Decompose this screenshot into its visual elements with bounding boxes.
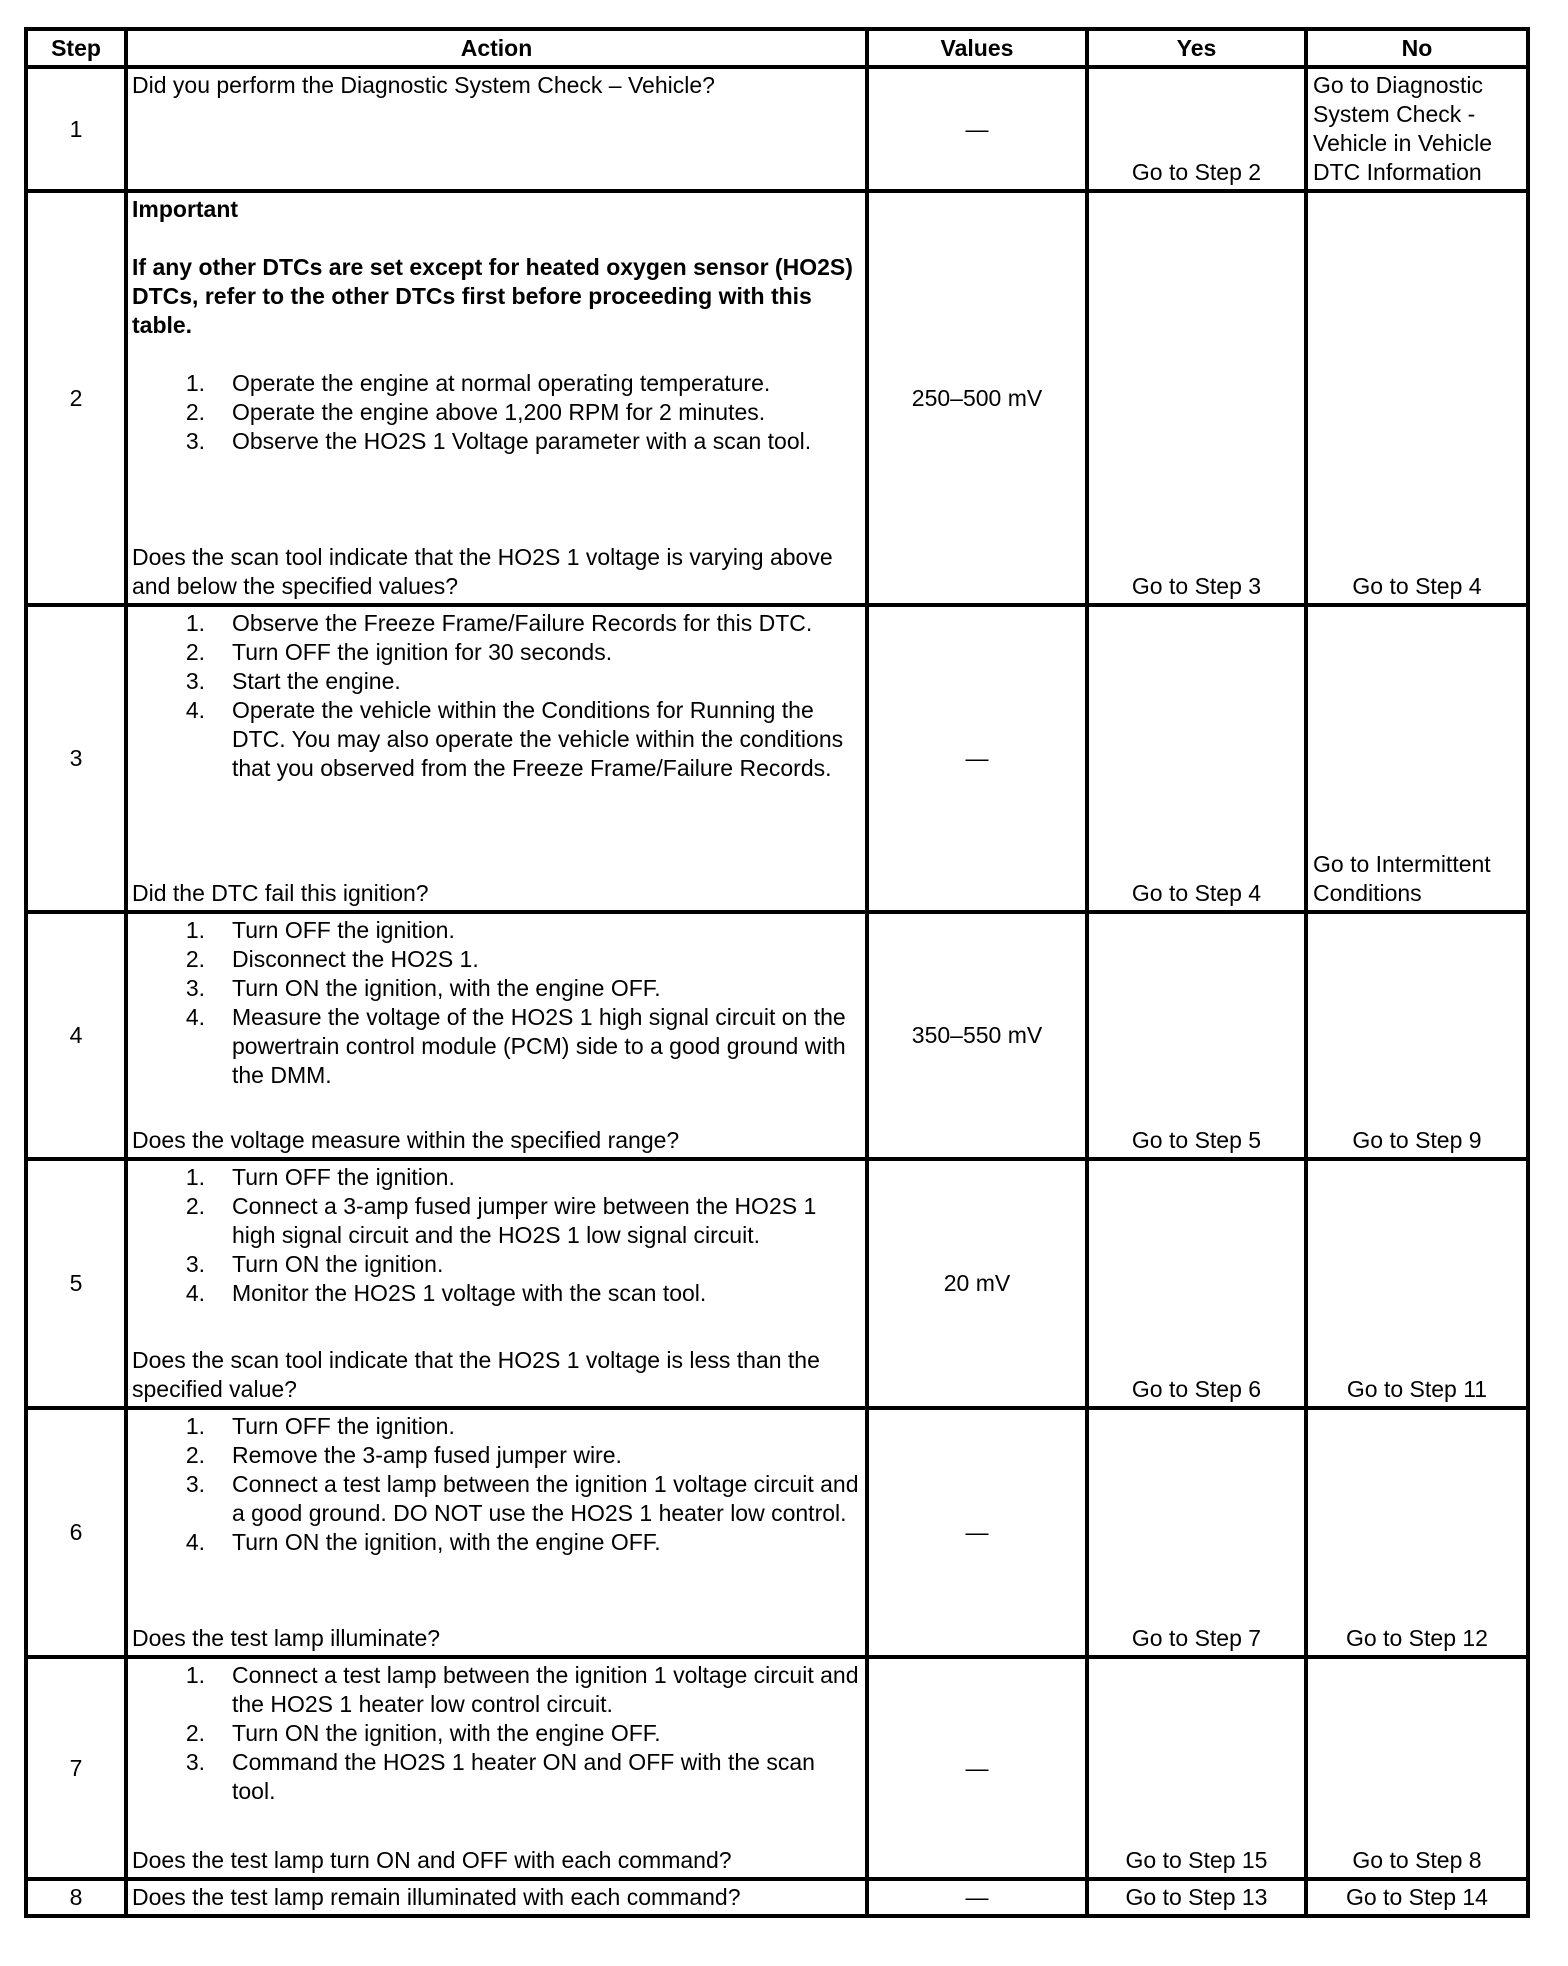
instruction-item: 2. Disconnect the HO2S 1. [185, 946, 479, 972]
header-step: Step [26, 29, 126, 67]
table-row [26, 1408, 1528, 1657]
no-link[interactable]: Go to Intermittent Conditions [1306, 605, 1528, 912]
no-link[interactable]: Go to Step 4 [1306, 191, 1528, 605]
action-cell [126, 1408, 867, 1657]
instruction-item: 2. Remove the 3-amp fused jumper wire. [185, 1442, 622, 1468]
step-number: 6 [26, 1408, 126, 1657]
header-yes: Yes [1087, 29, 1306, 67]
yes-link[interactable]: Go to Step 2 [1087, 67, 1306, 191]
question: Does the scan tool indicate that the HO2S 1 voltage is varying above and below the specified values? [132, 544, 833, 599]
question: Does the test lamp remain illuminated with each command? [132, 1884, 741, 1910]
instruction-item: 3. Command the HO2S 1 heater ON and OFF with the scan tool. [185, 1749, 815, 1804]
instruction-list [132, 1661, 861, 1806]
no-link[interactable]: Go to Step 9 [1306, 912, 1528, 1159]
action-cell [126, 67, 867, 191]
instruction-list [132, 609, 861, 783]
step-number: 1 [26, 67, 126, 191]
value-cell: — [867, 605, 1087, 912]
step-number: 4 [26, 912, 126, 1159]
instruction-item: 4. Measure the voltage of the HO2S 1 high signal circuit on the powertrain control module (PCM) side to a good ground with the DMM. [185, 1004, 846, 1088]
instruction-item: 3. Connect a test lamp between the ignition 1 voltage circuit and a good ground. DO NOT use the HO2S 1 heater low control. [185, 1471, 859, 1526]
yes-link[interactable]: Go to Step 3 [1087, 191, 1306, 605]
no-link[interactable]: Go to Step 12 [1306, 1408, 1528, 1657]
instruction-list [132, 1412, 861, 1557]
instruction-item: 2. Connect a 3-amp fused jumper wire between the HO2S 1 high signal circuit and the HO2S 1 low signal circuit. [185, 1193, 817, 1248]
instruction-item: 1. Turn OFF the ignition. [185, 1164, 455, 1190]
question: Did you perform the Diagnostic System Check – Vehicle? [132, 72, 715, 98]
diagnostic-table [24, 27, 1530, 1918]
value-cell: — [867, 1879, 1087, 1916]
table-row [26, 605, 1528, 912]
no-link[interactable]: Go to Step 14 [1306, 1879, 1528, 1916]
important-label: Important [132, 196, 239, 222]
yes-link[interactable]: Go to Step 7 [1087, 1408, 1306, 1657]
instruction-item: 3. Turn ON the ignition, with the engine OFF. [185, 975, 661, 1001]
value-cell: — [867, 1657, 1087, 1879]
value-cell: — [867, 1408, 1087, 1657]
instruction-item: 2. Turn OFF the ignition for 30 seconds. [185, 639, 613, 665]
instruction-item: 1. Turn OFF the ignition. [185, 917, 455, 943]
question: Does the test lamp turn ON and OFF with each command? [132, 1847, 732, 1873]
action-cell [126, 191, 867, 605]
instruction-item: 3. Observe the HO2S 1 Voltage parameter with a scan tool. [185, 428, 812, 454]
value-cell: — [867, 67, 1087, 191]
question: Does the scan tool indicate that the HO2S 1 voltage is less than the specified value? [132, 1347, 820, 1402]
action-cell [126, 1879, 867, 1916]
important-text: If any other DTCs are set except for heated oxygen sensor (HO2S) DTCs, refer to the other DTCs first before proceeding with this table. [132, 254, 853, 338]
yes-link[interactable]: Go to Step 15 [1087, 1657, 1306, 1879]
instruction-item: 4. Operate the vehicle within the Conditions for Running the DTC. You may also operate the vehicle within the conditions that you observed from the Freeze Frame/Failure Records. [185, 697, 844, 781]
instruction-item: 1. Connect a test lamp between the ignition 1 voltage circuit and the HO2S 1 heater low control circuit. [185, 1662, 859, 1717]
table-row [26, 912, 1528, 1159]
instruction-list [132, 1163, 861, 1308]
question: Did the DTC fail this ignition? [132, 880, 429, 906]
header-row [26, 29, 1528, 67]
instruction-item: 1. Operate the engine at normal operating temperature. [185, 370, 771, 396]
table-row [26, 67, 1528, 191]
table-row [26, 1879, 1528, 1916]
instruction-item: 2. Operate the engine above 1,200 RPM for 2 minutes. [185, 399, 766, 425]
instruction-item: 3. Start the engine. [185, 668, 401, 694]
step-number: 5 [26, 1159, 126, 1408]
yes-link[interactable]: Go to Step 4 [1087, 605, 1306, 912]
value-cell: 350–550 mV [867, 912, 1087, 1159]
step-number: 7 [26, 1657, 126, 1879]
value-cell: 20 mV [867, 1159, 1087, 1408]
header-action: Action [126, 29, 867, 67]
yes-link[interactable]: Go to Step 13 [1087, 1879, 1306, 1916]
instruction-item: 1. Turn OFF the ignition. [185, 1413, 455, 1439]
step-number: 2 [26, 191, 126, 605]
table-row [26, 1657, 1528, 1879]
no-link[interactable]: Go to Step 11 [1306, 1159, 1528, 1408]
value-cell: 250–500 mV [867, 191, 1087, 605]
instruction-item: 1. Observe the Freeze Frame/Failure Records for this DTC. [185, 610, 813, 636]
no-link[interactable]: Go to Diagnostic System Check - Vehicle in Vehicle DTC Information [1306, 67, 1528, 191]
step-number: 8 [26, 1879, 126, 1916]
header-no: No [1306, 29, 1528, 67]
question: Does the voltage measure within the specified range? [132, 1127, 680, 1153]
instruction-item: 3. Turn ON the ignition. [185, 1251, 444, 1277]
step-number: 3 [26, 605, 126, 912]
table-row [26, 1159, 1528, 1408]
instruction-list [132, 369, 861, 456]
table-row [26, 191, 1528, 605]
action-cell [126, 1159, 867, 1408]
action-cell [126, 912, 867, 1159]
instruction-item: 4. Turn ON the ignition, with the engine OFF. [185, 1529, 661, 1555]
yes-link[interactable]: Go to Step 5 [1087, 912, 1306, 1159]
instruction-list [132, 916, 861, 1090]
action-cell [126, 1657, 867, 1879]
header-values: Values [867, 29, 1087, 67]
question: Does the test lamp illuminate? [132, 1625, 441, 1651]
yes-link[interactable]: Go to Step 6 [1087, 1159, 1306, 1408]
instruction-item: 2. Turn ON the ignition, with the engine OFF. [185, 1720, 661, 1746]
no-link[interactable]: Go to Step 8 [1306, 1657, 1528, 1879]
action-cell [126, 605, 867, 912]
instruction-item: 4. Monitor the HO2S 1 voltage with the scan tool. [185, 1280, 707, 1306]
